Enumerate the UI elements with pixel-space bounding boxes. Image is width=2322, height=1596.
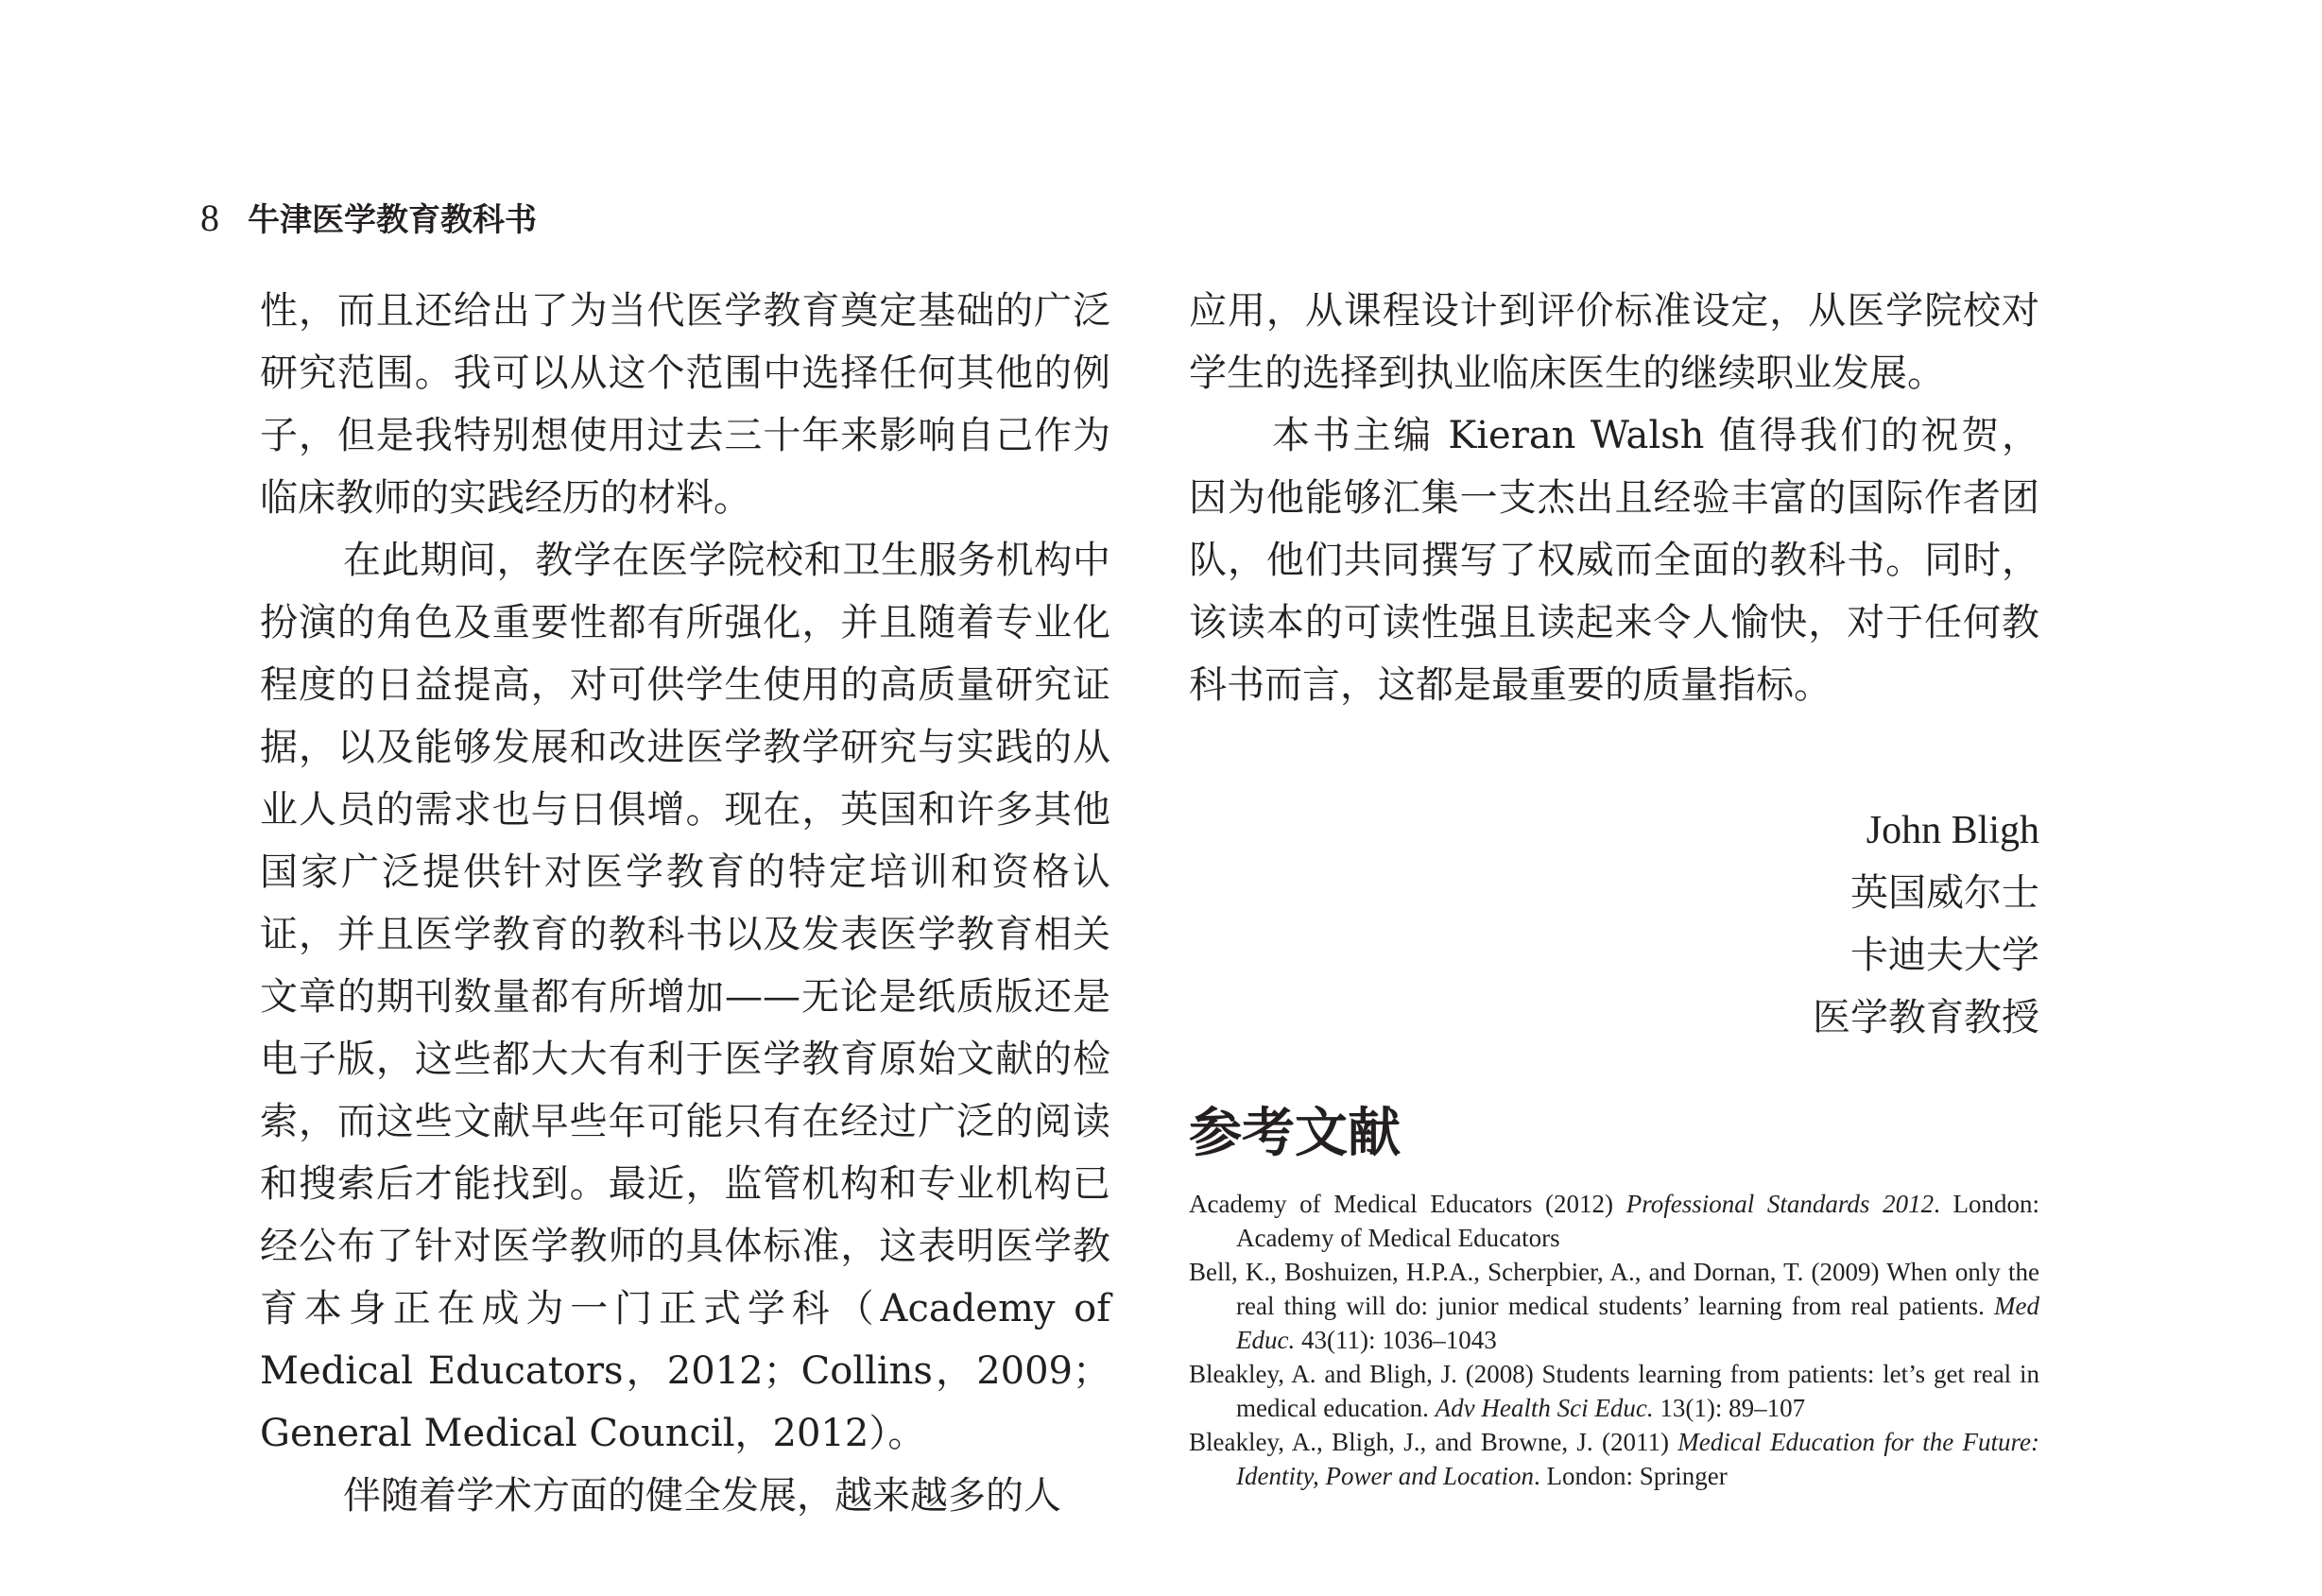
paragraph: 性，而且还给出了为当代医学教育奠定基础的广泛研究范围。我可以从这个范围中选择任何其他的例子，但是我特别想使用过去三十年来影响自己作为临床教师的实践经历的材料。 [260, 289, 1110, 520]
signature-title: 医学教育教授 [1813, 996, 2039, 1039]
signature-country: 英国威尔士 [1850, 871, 2039, 915]
paragraph: 本书主编 Kieran Walsh 值得我们的祝贺，因为他能够汇集一支杰出且经验丰富的国际作者团队，他们共同撰写了权威而全面的教科书。同时，该读本的可读性强且读起来令人愉快，对于任何教科书而言，这都是最重要的质量指标。 [1189, 414, 2039, 707]
paragraph: 伴随着学术方面的健全发展，越来越多的人 [343, 1474, 1061, 1518]
left-column [260, 280, 1110, 1527]
reference-item: Bell, K., Boshuizen, H.P.A., Scherpbier, A., and Dornan, T. (2009) When only the real thing will do: junior medical students’ learning from real patients. Med Educ. 43(11): 1036–1043 [1189, 1258, 2039, 1354]
page-number: 8 [200, 197, 219, 239]
signature-block [1189, 799, 2039, 1049]
reference-item: Academy of Medical Educators (2012) Professional Standards 2012. London: Academy of Medical Educators [1189, 1190, 2039, 1252]
signature-university: 卡迪夫大学 [1850, 934, 2039, 977]
right-column [1189, 280, 2039, 1493]
reference-item: Bleakley, A. and Bligh, J. (2008) Students learning from patients: let’s get real in medical education. Adv Health Sci Educ. 13(1): 89–107 [1189, 1360, 2039, 1422]
running-title: 牛津医学教育教科书 [248, 201, 537, 239]
signature-name: John Bligh [1866, 809, 2039, 852]
references-heading: 参考文献 [1189, 1103, 1401, 1164]
reference-list [1189, 1187, 2039, 1493]
running-header [200, 194, 537, 240]
paragraph: 在此期间，教学在医学院校和卫生服务机构中扮演的角色及重要性都有所强化，并且随着专业化程度的日益提高，对可供学生使用的高质量研究证据，以及能够发展和改进医学教学研究与实践的从业人员的需求也与日俱增。现在，英国和许多其他国家广泛提供针对医学教育的特定培训和资格认证，并且医学教育的教科书以及发表医学教育相关文章的期刊数量都有所增加——无论是纸质版还是电子版，这些都大大有利于医学教育原始文献的检索，而这些文献早些年可能只有在经过广泛的阅读和搜索后才能找到。最近，监管机构和专业机构已经公布了针对医学教师的具体标准，这表明医学教育本身正在成为一门正式学科（Academy of Medical Educators，2012；Collins，2009；General Medical Council，2012）。 [260, 539, 1110, 1455]
paragraph: 应用，从课程设计到评价标准设定，从医学院校对学生的选择到执业临床医生的继续职业发展。 [1189, 289, 2039, 395]
reference-item: Bleakley, A., Bligh, J., and Browne, J. (2011) Medical Education for the Future: Identity, Power and Location. London: Springer [1189, 1428, 2039, 1490]
